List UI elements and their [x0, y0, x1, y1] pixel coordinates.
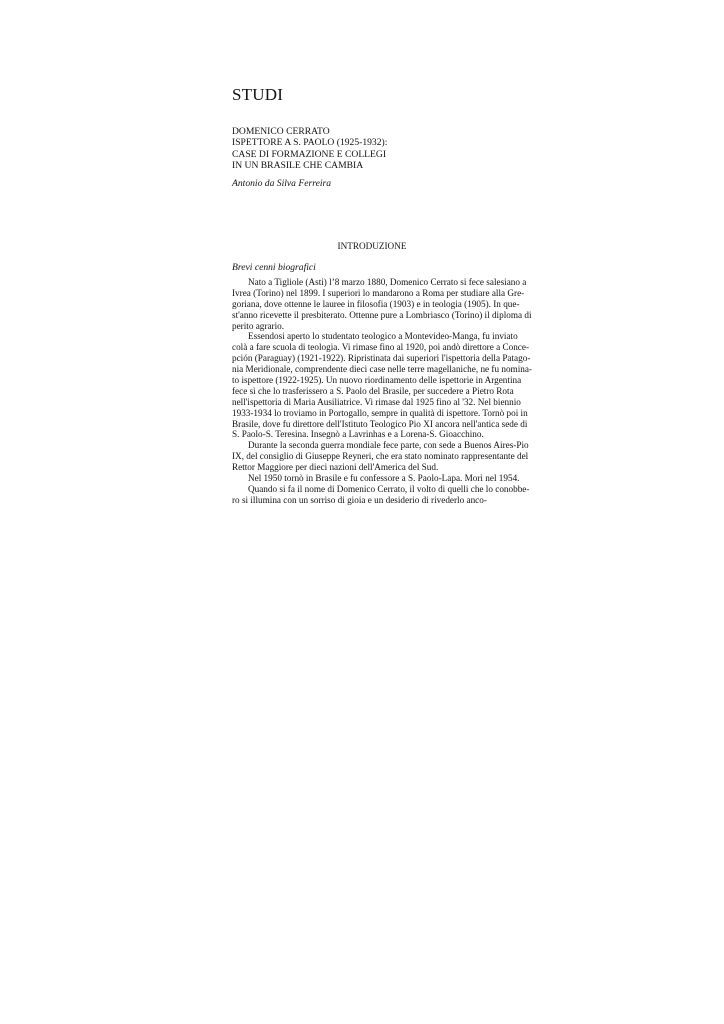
text-line: Durante la seconda guerra mondiale fece parte, con sede a Buenos Aires-Pio	[248, 440, 529, 451]
text-line: pción (Paraguay) (1921-1922). Ripristinata dai superiori l'ispettoria della Patago-	[232, 353, 531, 364]
text-line: Brasile, dove fu direttore dell'Istituto Teologico Pio XI ancora nell'antica sede di	[232, 418, 528, 429]
article-title-line: CASE DI FORMAZIONE E COLLEGI	[232, 148, 387, 160]
article-title-line: IN UN BRASILE CHE CAMBIA	[232, 160, 364, 172]
text-line: colà a fare scuola di teologia. Vi rimase fino al 1920, poi andò direttore a Conce-	[232, 342, 530, 353]
text-line: perito agrario.	[232, 320, 285, 331]
text-line: Essendosi aperto lo studentato teologico a Montevideo-Manga, fu inviato	[248, 331, 518, 342]
paragraph	[232, 331, 532, 440]
body-text	[232, 277, 532, 506]
text-line: nia Meridionale, comprendente dieci case nelle terre magellaniche, ne fu nomina-	[232, 364, 532, 375]
text-line: ro si illumina con un sorriso di gioia e un desiderio di rivederlo anco-	[232, 494, 487, 505]
article-title	[232, 126, 387, 172]
text-line: to ispettore (1922-1925). Un nuovo riordinamento delle ispettorie in Argentina	[232, 375, 522, 386]
paragraph	[232, 483, 530, 506]
paragraph	[232, 277, 532, 331]
article-title-line: DOMENICO CERRATO	[232, 126, 330, 137]
section-title: STUDI	[232, 85, 284, 104]
text-line: fece sì che lo trasferissero a S. Paolo del Brasile, per succedere a Pietro Rota	[232, 385, 514, 396]
text-line: nell'ispettoria di Maria Ausiliatrice. Vi rimase dal 1925 fino al '32. Nel biennio	[232, 396, 521, 407]
text-line: st'anno ricevette il presbiterato. Ottenne pure a Lombriasco (Torino) il diploma di	[232, 309, 532, 320]
text-line: Nato a Tigliole (Asti) l’8 marzo 1880, Domenico Cerrato si fece salesiano a	[248, 277, 527, 287]
text-line: goriana, dove ottenne le lauree in filosofia (1903) e in teologia (1905). In que-	[232, 298, 520, 309]
text-line: Rettor Maggiore per dieci nazioni dell'America del Sud.	[232, 462, 439, 473]
text-line: Ivrea (Torino) nel 1899. I superiori lo mandarono a Roma per studiare alla Gre-	[232, 287, 525, 298]
author-name: Antonio da Silva Ferreira	[232, 178, 332, 189]
paragraph	[232, 440, 529, 473]
text-line: Nel 1950 tornò in Brasile e fu confessore a S. Paolo-Lapa. Morì nel 1954.	[248, 473, 520, 484]
subheading: Brevi cenni biografici	[232, 262, 316, 273]
intro-heading: INTRODUZIONE	[337, 241, 407, 251]
text-line: IX, del consiglio di Giuseppe Reyneri, che era stato nominato rappresentante del	[232, 451, 529, 462]
text-line: 1933-1934 lo troviamo in Portogallo, sempre in qualità di ispettore. Tornò poi in	[232, 407, 528, 418]
paragraph	[232, 473, 520, 484]
article-title-line: ISPETTORE A S. PAOLO (1925-1932):	[232, 137, 388, 149]
text-line: Quando si fa il nome di Domenico Cerrato, il volto di quelli che lo conobbe-	[248, 483, 530, 494]
text-line: S. Paolo-S. Teresina. Insegnò a Lavrinhas e a Lorena-S. Gioacchino.	[232, 429, 484, 440]
